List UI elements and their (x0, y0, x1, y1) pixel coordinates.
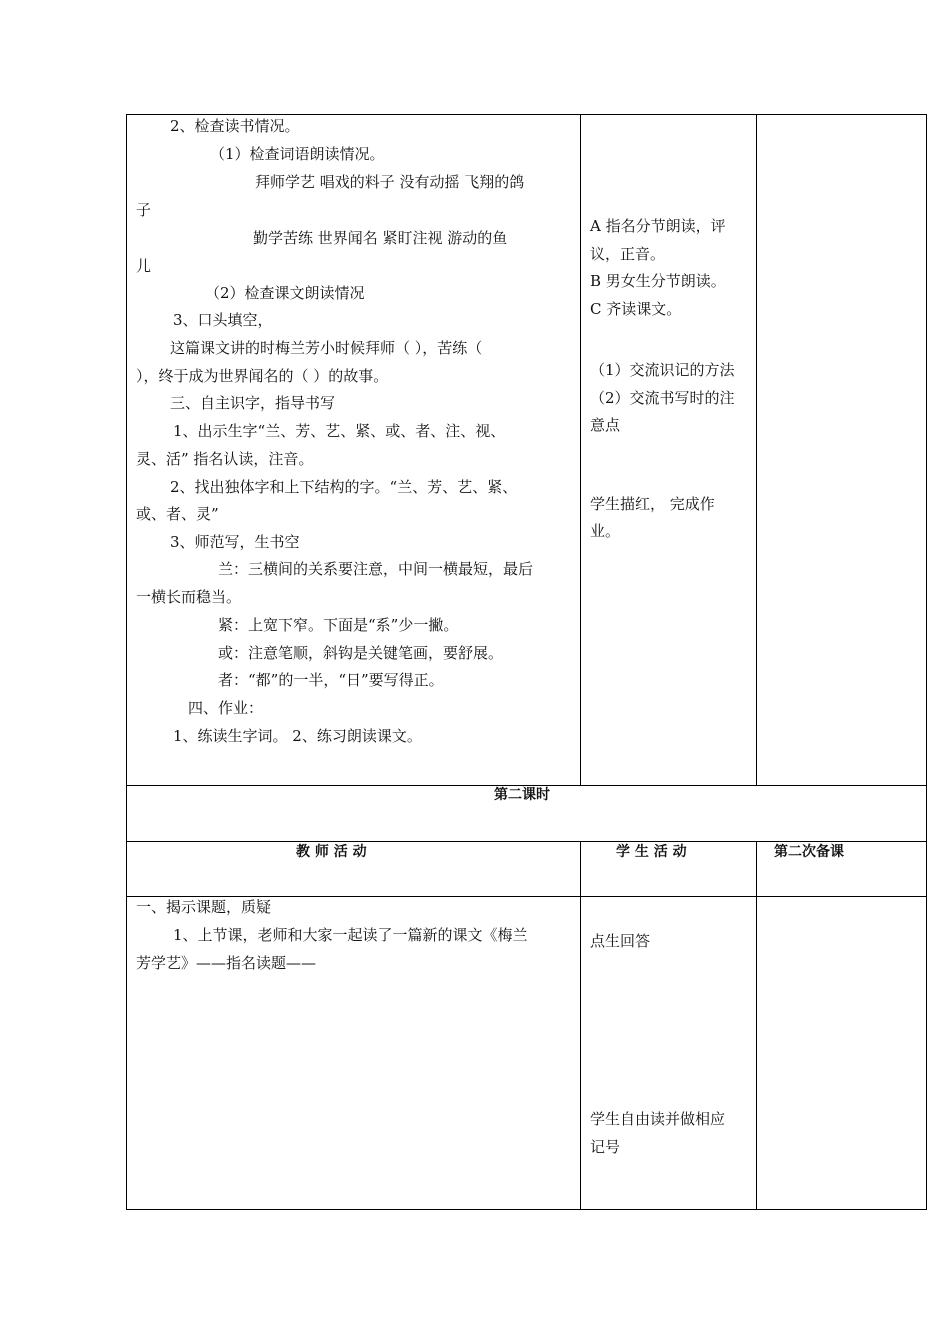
text-line: 这篇课文讲的时梅兰芳小时候拜师（ ），苦练（ (170, 339, 483, 357)
text-line: 芳学艺》——指名读题—— (136, 954, 317, 972)
text-line: 或、者、灵” (136, 505, 219, 523)
column-divider-1 (580, 114, 581, 785)
section-title: 第二课时 (494, 787, 550, 803)
text-line: （1）检查词语朗读情况。 (210, 145, 385, 163)
header-teacher-activity: 教 师 活 动 (296, 844, 367, 860)
text-line: 学生描红， 完成作 (590, 495, 715, 513)
text-line: C 齐读课文。 (590, 300, 682, 318)
text-line: 四、作业： (188, 699, 264, 717)
text-line: 紧：上宽下窄。下面是“系”少一撇。 (218, 616, 459, 634)
header-second-prep: 第二次备课 (774, 844, 844, 860)
text-line: （2）检查课文朗读情况 (205, 284, 365, 302)
text-line: 业。 (590, 522, 621, 540)
text-line: 1、上节课，老师和大家一起读了一篇新的课文《梅兰 (173, 926, 528, 944)
text-line: 者：“都”的一半，“日”要写得正。 (218, 671, 444, 689)
text-line: 灵、活” 指名认读，注音。 (136, 450, 314, 468)
text-line: 2、检查读书情况。 (170, 117, 300, 135)
text-line: B 男女生分节朗读。 (590, 272, 726, 290)
text-line: 子 (136, 201, 152, 219)
text-line: （2）交流书写时的注 (590, 389, 735, 407)
text-line: （1）交流识记的方法 (590, 361, 735, 379)
text-line: 拜师学艺 唱戏的料子 没有动摇 飞翔的鸽 (255, 173, 525, 191)
text-line: ），终于成为世界闻名的（ ）的故事。 (136, 367, 389, 385)
text-line: 议，正音。 (590, 245, 666, 263)
text-line: 点生回答 (590, 932, 651, 950)
text-line: 或：注意笔顺，斜钩是关键笔画，要舒展。 (218, 644, 504, 662)
column-divider-2 (756, 114, 757, 785)
text-line: 记号 (590, 1138, 621, 1156)
text-line: 2、找出独体字和上下结构的字。“兰、芳、艺、紧、 (170, 478, 518, 496)
text-line: 三、自主识字，指导书写 (170, 394, 336, 412)
text-line: 3、口头填空， (173, 311, 273, 329)
text-line: 兰：三横间的关系要注意，中间一横最短，最后 (218, 560, 534, 578)
text-line: 学生自由读并做相应 (590, 1110, 726, 1128)
text-line: 3、师范写，生书空 (170, 533, 300, 551)
text-line: 一横长而稳当。 (136, 588, 242, 606)
text-line: 1、练读生字词。 2、练习朗读课文。 (173, 727, 422, 745)
text-line: 意点 (590, 416, 621, 434)
text-line: 一、揭示课题，质疑 (136, 898, 272, 916)
text-line: A 指名分节朗读，评 (590, 217, 726, 235)
header-student-activity: 学 生 活 动 (616, 844, 687, 860)
text-line: 勤学苦练 世界闻名 紧盯注视 游动的鱼 (253, 229, 508, 247)
text-line: 儿 (136, 257, 152, 275)
text-line: 1、出示生字“兰、芳、艺、紧、或、者、注、视、 (173, 422, 506, 440)
